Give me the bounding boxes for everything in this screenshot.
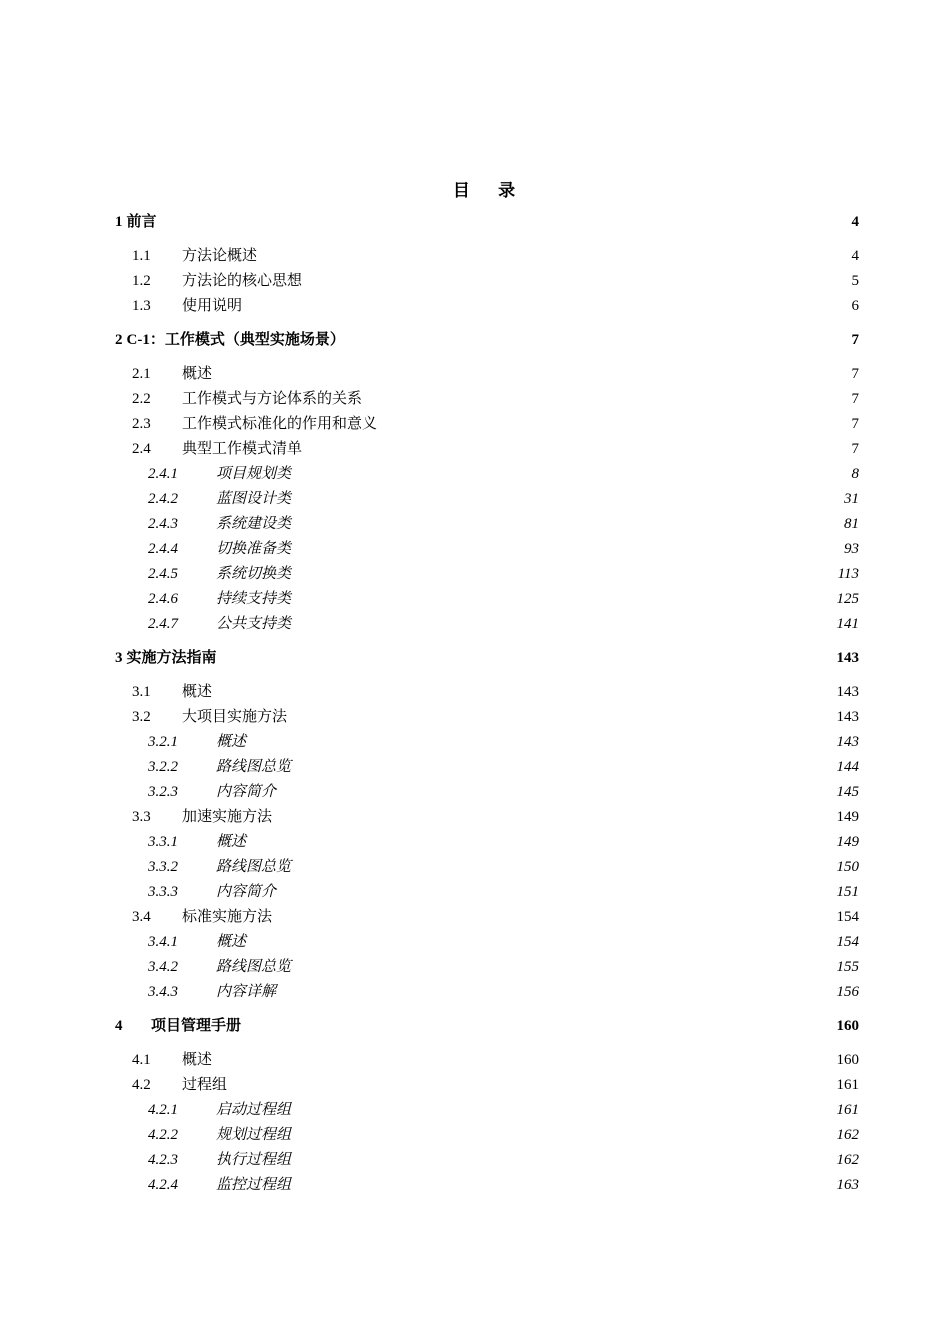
toc-entry-title: 项目规划类 <box>216 466 292 482</box>
toc-entry-number: 3.3.3 <box>148 884 178 900</box>
toc-entry-page-number: 144 <box>836 759 859 775</box>
toc-entry-title: 典型工作模式清单 <box>182 441 303 457</box>
toc-entry-page-number: 145 <box>836 784 859 800</box>
toc-entry-number: 3.1 <box>132 684 151 700</box>
toc-entry-1-2[interactable] <box>115 269 859 294</box>
toc-entry-2-4-3[interactable] <box>115 512 859 537</box>
toc-entry-page-number: 7 <box>851 416 859 432</box>
toc-entry-number: 4.2.1 <box>148 1102 178 1118</box>
toc-entry-title: 系统切换类 <box>216 566 292 582</box>
dot-leader <box>276 795 836 796</box>
dot-leader <box>291 870 836 871</box>
toc-entry-number: 2.4.2 <box>148 491 178 507</box>
toc-entry-title: 使用说明 <box>182 298 243 314</box>
toc-entry-number: 1.3 <box>132 298 151 314</box>
toc-entry-title: 持续支持类 <box>216 591 292 607</box>
dot-leader <box>291 1188 836 1189</box>
toc-entry-title: 实施方法指南 <box>126 650 217 666</box>
toc-entry-page-number: 31 <box>844 491 859 507</box>
dot-leader <box>291 1163 836 1164</box>
toc-entry-page-number: 162 <box>836 1127 859 1143</box>
dot-leader <box>291 970 836 971</box>
toc-entry-4-2-1[interactable] <box>115 1098 859 1123</box>
toc-entry-title: 公共支持类 <box>216 616 292 632</box>
toc-entry-title: 方法论概述 <box>182 248 258 264</box>
toc-entry-title: 概述 <box>216 934 247 950</box>
toc-entry-page-number: 7 <box>851 332 859 348</box>
toc-entry-3-2[interactable] <box>115 705 859 730</box>
toc-entry-title: 规划过程组 <box>216 1127 292 1143</box>
dot-leader <box>291 577 838 578</box>
dot-leader <box>291 502 844 503</box>
toc-entry-3-2-1[interactable] <box>115 730 859 755</box>
toc-entry-number: 3.4.3 <box>148 984 178 1000</box>
toc-entry-2-4-1[interactable] <box>115 462 859 487</box>
toc-entry-number: 4.2.2 <box>148 1127 178 1143</box>
toc-entry-page-number: 160 <box>836 1052 859 1068</box>
dot-leader <box>291 627 836 628</box>
dot-leader <box>362 402 851 403</box>
toc-entry-title: 过程组 <box>182 1077 228 1093</box>
toc-heading: 目 录 <box>452 181 528 200</box>
toc-entry-4-2-4[interactable] <box>115 1173 859 1198</box>
toc-entry-page-number: 81 <box>844 516 859 532</box>
toc-entry-3-4-1[interactable] <box>115 930 859 955</box>
dot-leader <box>291 770 836 771</box>
toc-entry-3-3-2[interactable] <box>115 855 859 880</box>
toc-entry-number: 4.2.4 <box>148 1177 178 1193</box>
toc-entry-4[interactable] <box>115 1014 859 1039</box>
toc-entry-page-number: 161 <box>836 1077 859 1093</box>
toc-entry-page-number: 8 <box>851 466 859 482</box>
toc-entry-3-4[interactable] <box>115 905 859 930</box>
toc-entry-number: 3.2.3 <box>148 784 178 800</box>
toc-entry-3-1[interactable] <box>115 680 859 705</box>
toc-entry-number: 4 <box>115 1018 123 1034</box>
toc-entry-page-number: 4 <box>851 214 859 230</box>
dot-leader <box>246 945 836 946</box>
toc-entry-2-4[interactable] <box>115 437 859 462</box>
toc-entry-title: 路线图总览 <box>216 859 292 875</box>
toc-entry-2-4-2[interactable] <box>115 487 859 512</box>
toc-entry-3-3[interactable] <box>115 805 859 830</box>
toc-entry-title: 内容详解 <box>216 984 277 1000</box>
toc-entry-page-number: 155 <box>836 959 859 975</box>
toc-entry-number: 4.1 <box>132 1052 151 1068</box>
toc-entry-page-number: 156 <box>836 984 859 1000</box>
toc-entry-2-4-4[interactable] <box>115 537 859 562</box>
toc-entry-3-3-1[interactable] <box>115 830 859 855</box>
toc-entry-page-number: 6 <box>851 298 859 314</box>
toc-entry-title: 蓝图设计类 <box>216 491 292 507</box>
toc-entry-number: 3 <box>115 650 123 666</box>
toc-entry-title: 工作模式标准化的作用和意义 <box>182 416 378 432</box>
toc-entry-3-2-2[interactable] <box>115 755 859 780</box>
toc-entry-number: 3.3 <box>132 809 151 825</box>
toc-entry-title: 方法论的核心思想 <box>182 273 303 289</box>
toc-entry-page-number: 150 <box>836 859 859 875</box>
toc-entry-title: 执行过程组 <box>216 1152 292 1168</box>
toc-entry-title: 内容简介 <box>216 884 277 900</box>
toc-entry-4-2-3[interactable] <box>115 1148 859 1173</box>
toc-entry-4-2[interactable] <box>115 1073 859 1098</box>
toc-entry-page-number: 93 <box>844 541 859 557</box>
toc-entry-page-number: 151 <box>836 884 859 900</box>
toc-entry-2-4-7[interactable] <box>115 612 859 637</box>
dot-leader <box>276 995 836 996</box>
toc-entry-page-number: 4 <box>851 248 859 264</box>
dot-leader <box>291 602 836 603</box>
toc-entry-3-4-3[interactable] <box>115 980 859 1005</box>
toc-entry-number: 2.4.6 <box>148 591 178 607</box>
toc-entry-number: 2.4.3 <box>148 516 178 532</box>
toc-entry-page-number: 7 <box>851 391 859 407</box>
dot-leader <box>212 1063 836 1064</box>
toc-entry-number: 2.4.5 <box>148 566 178 582</box>
dot-leader <box>302 284 851 285</box>
toc-entry-number: 4.2 <box>132 1077 151 1093</box>
toc-entry-page-number: 7 <box>851 366 859 382</box>
dot-leader <box>276 895 836 896</box>
toc-entry-number: 2.4.4 <box>148 541 178 557</box>
toc-entry-number: 3.4.2 <box>148 959 178 975</box>
dot-leader <box>302 452 851 453</box>
dot-leader <box>227 1088 836 1089</box>
toc-entry-1[interactable] <box>115 210 859 235</box>
toc-entry-title: 大项目实施方法 <box>182 709 288 725</box>
toc-entry-number: 1 <box>115 214 123 230</box>
dot-leader <box>157 225 852 226</box>
toc-entry-page-number: 162 <box>836 1152 859 1168</box>
toc-entry-number: 2 <box>115 332 123 348</box>
toc-entry-number: 2.4 <box>132 441 151 457</box>
toc-entry-page-number: 113 <box>837 566 859 582</box>
toc-entry-title: 概述 <box>182 684 213 700</box>
toc-entry-3-3-3[interactable] <box>115 880 859 905</box>
dot-leader <box>287 720 836 721</box>
toc-entry-title: 概述 <box>182 366 213 382</box>
dot-leader <box>257 259 851 260</box>
toc-entry-4-2-2[interactable] <box>115 1123 859 1148</box>
toc-entry-2-1[interactable] <box>115 362 859 387</box>
toc-entry-page-number: 154 <box>836 909 859 925</box>
toc-entry-title: 项目管理手册 <box>151 1018 242 1034</box>
toc-entry-title: 加速实施方法 <box>182 809 273 825</box>
toc-entry-number: 2.1 <box>132 366 151 382</box>
toc-entry-title: 概述 <box>216 734 247 750</box>
toc-entry-title: 监控过程组 <box>216 1177 292 1193</box>
dot-leader <box>212 377 851 378</box>
toc-entry-page-number: 149 <box>836 809 859 825</box>
toc-entry-number: 3.4.1 <box>148 934 178 950</box>
toc-entry-number: 1.2 <box>132 273 151 289</box>
toc-entry-page-number: 143 <box>836 709 859 725</box>
dot-leader <box>377 427 851 428</box>
toc-entry-page-number: 5 <box>851 273 859 289</box>
toc-entry-1-1[interactable] <box>115 244 859 269</box>
toc-entry-title: 路线图总览 <box>216 959 292 975</box>
toc-entry-number: 3.2.2 <box>148 759 178 775</box>
toc-entry-title: 概述 <box>182 1052 213 1068</box>
toc-entry-page-number: 149 <box>836 834 859 850</box>
toc-entry-3[interactable] <box>115 646 859 671</box>
toc-entry-title: 系统建设类 <box>216 516 292 532</box>
toc-entry-number: 2.3 <box>132 416 151 432</box>
dot-leader <box>242 309 851 310</box>
dot-leader <box>291 552 844 553</box>
toc-entry-title: 前言 <box>126 214 157 230</box>
toc-entry-2-4-6[interactable] <box>115 587 859 612</box>
toc-entry-page-number: 160 <box>836 1018 859 1034</box>
toc-entry-number: 3.3.2 <box>148 859 178 875</box>
toc-entry-3-2-3[interactable] <box>115 780 859 805</box>
dot-leader <box>291 527 844 528</box>
dot-leader <box>291 1113 836 1114</box>
toc-entry-page-number: 143 <box>836 734 859 750</box>
dot-leader <box>345 343 852 344</box>
toc-entry-page-number: 161 <box>836 1102 859 1118</box>
toc-entry-page-number: 125 <box>836 591 859 607</box>
toc-entry-title: 启动过程组 <box>216 1102 292 1118</box>
toc-entry-3-4-2[interactable] <box>115 955 859 980</box>
toc-entry-page-number: 154 <box>836 934 859 950</box>
toc-entry-title: 标准实施方法 <box>182 909 273 925</box>
dot-leader <box>212 695 836 696</box>
toc-entry-page-number: 143 <box>836 650 859 666</box>
toc-entry-title: 路线图总览 <box>216 759 292 775</box>
dot-leader <box>272 920 836 921</box>
toc-entry-number: 1.1 <box>132 248 151 264</box>
toc-entry-number: 3.2 <box>132 709 151 725</box>
toc-entry-title: 内容简介 <box>216 784 277 800</box>
dot-leader <box>217 661 837 662</box>
toc-entry-title: 工作模式与方论体系的关系 <box>182 391 363 407</box>
toc-entry-2[interactable] <box>115 328 859 353</box>
toc-entry-2-2[interactable] <box>115 387 859 412</box>
dot-leader <box>291 477 851 478</box>
toc-entry-page-number: 143 <box>836 684 859 700</box>
toc-entry-title: 概述 <box>216 834 247 850</box>
toc-entry-number: 2.2 <box>132 391 151 407</box>
toc-entry-1-3[interactable] <box>115 294 859 319</box>
toc-entry-page-number: 163 <box>836 1177 859 1193</box>
toc-entry-number: 3.2.1 <box>148 734 178 750</box>
toc-entry-2-3[interactable] <box>115 412 859 437</box>
toc-entry-number: 3.4 <box>132 909 151 925</box>
dot-leader <box>246 745 836 746</box>
dot-leader <box>246 845 836 846</box>
dot-leader <box>291 1138 836 1139</box>
toc-entry-title: 切换准备类 <box>216 541 292 557</box>
dot-leader <box>272 820 836 821</box>
toc-entry-page-number: 141 <box>836 616 859 632</box>
toc-entry-number: 2.4.7 <box>148 616 178 632</box>
toc-entry-number: 4.2.3 <box>148 1152 178 1168</box>
toc-entry-page-number: 7 <box>851 441 859 457</box>
toc-entry-4-1[interactable] <box>115 1048 859 1073</box>
toc-entry-title: C-1：工作模式（典型实施场景） <box>126 332 345 348</box>
toc-entry-number: 2.4.1 <box>148 466 178 482</box>
table-of-contents <box>115 210 859 1198</box>
dot-leader <box>241 1029 836 1030</box>
toc-entry-2-4-5[interactable] <box>115 562 859 587</box>
toc-entry-number: 3.3.1 <box>148 834 178 850</box>
